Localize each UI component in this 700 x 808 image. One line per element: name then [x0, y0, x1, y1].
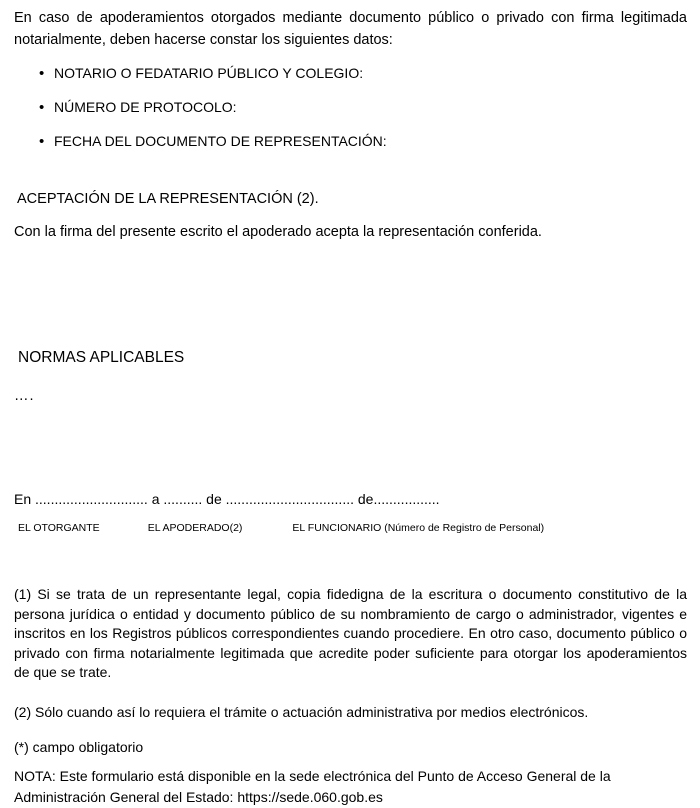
list-item-label: NÚMERO DE PROTOCOLO:: [54, 99, 237, 115]
list-item-protocolo: [39, 97, 687, 118]
label-otorgante: EL OTORGANTE: [18, 522, 100, 534]
signature-labels-row: [14, 522, 687, 535]
list-item-label: NOTARIO O FEDATARIO PÚBLICO Y COLEGIO:: [54, 65, 364, 81]
list-item-fecha: [39, 131, 687, 152]
required-field-note: (*) campo obligatorio: [14, 739, 144, 755]
acceptance-text: Con la firma del presente escrito el apoderado acepta la representación conferida.: [14, 224, 542, 240]
footnote-1: (1) Si se trata de un representante legal, copia fidedigna de la escritura o documento constitutivo de la persona jurídica o entidad y documento público de su nombramiento de cargo o administrador, vigentes e inscritos en los Registros públicos correspondientes cuando procediere. En otro caso, documento público o privado con firma notarialmente legitimada que acredite poder suficiente para otorgar los apoderamientos de que se trate.: [14, 586, 687, 680]
label-apoderado: EL APODERADO(2): [147, 522, 243, 534]
notary-data-list: [39, 63, 687, 152]
acceptance-heading: ACEPTACIÓN DE LA REPRESENTACIÓN (2).: [17, 191, 319, 207]
normas-heading: NORMAS APLICABLES: [18, 349, 185, 366]
date-place-line: En ............................. a .......... de ................................. de.................: [14, 491, 440, 507]
list-item-notario: [39, 63, 687, 84]
footnote-2: (2) Sólo cuando así lo requiera el trámite o actuación administrativa por medios electrónicos.: [14, 703, 589, 720]
normas-placeholder: ….: [14, 388, 35, 404]
label-funcionario: EL FUNCIONARIO (Número de Registro de Personal): [292, 522, 545, 534]
list-item-label: FECHA DEL DOCUMENTO DE REPRESENTACIÓN:: [54, 133, 387, 149]
availability-note: NOTA: Este formulario está disponible en la sede electrónica del Punto de Acceso General de la Administración General del Estado: https://sede.060.gob.es: [14, 767, 611, 805]
intro-paragraph: En caso de apoderamientos otorgados mediante documento público o privado con firma legitimada notarialmente, deben hacerse constar los siguientes datos:: [14, 10, 687, 48]
